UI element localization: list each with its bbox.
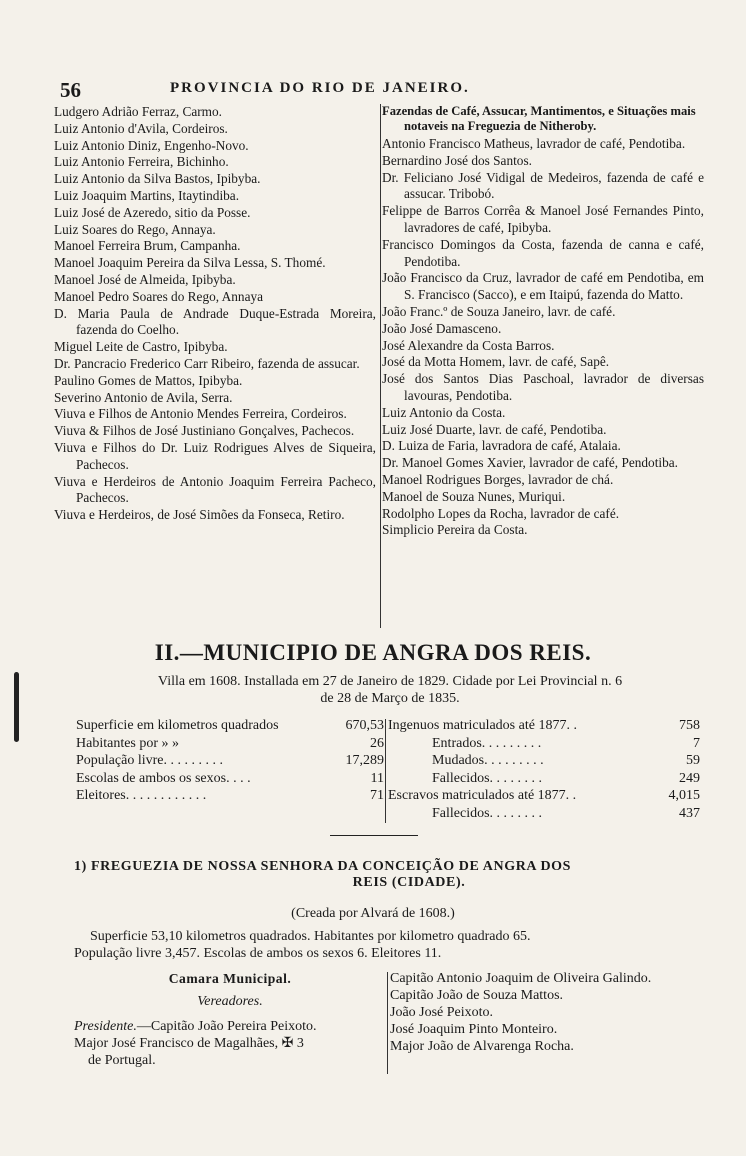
stat-label: Eleitores. . . . . . . . . . . . (76, 788, 207, 804)
stat-value: 26 (370, 735, 384, 751)
vereador: Capitão Antonio Joaquim de Oliveira Galindo. (390, 971, 652, 986)
right-column-entries (382, 136, 704, 539)
stat-label: População livre. . . . . . . . . (76, 753, 223, 769)
stat-row (388, 805, 700, 823)
stat-label: Escravos matriculados até 1877. . (388, 788, 577, 804)
ink-mark (14, 672, 19, 742)
list-item: Viuva e Herdeiros de Antonio Joaquim Ferreira Pacheco, Pachecos. (54, 473, 376, 506)
stat-value: 59 (686, 753, 700, 769)
stat-row (76, 717, 384, 735)
list-item: Viuva e Herdeiros, de José Simões da Fonseca, Retiro. (54, 507, 345, 523)
list-item: José Alexandre da Costa Barros. (382, 337, 555, 353)
stat-value: 437 (679, 805, 700, 821)
stat-label: Superficie em kilometros quadrados (76, 718, 279, 733)
major-line: de Portugal. (88, 1053, 156, 1068)
stat-value: 71 (370, 788, 384, 804)
camara-right (390, 970, 706, 1055)
list-item: D. Maria Paula de Andrade Duque-Estrada Moreira, fazenda do Coelho. (54, 305, 376, 338)
list-item: Francisco Domingos da Costa, fazenda de canna e café, Pendotiba. (382, 236, 704, 269)
camara-heading: Camara Municipal. (168, 971, 292, 986)
list-item: D. Luiza de Faria, lavradora de café, Atalaia. (382, 438, 621, 454)
list-item: Viuva e Filhos do Dr. Luiz Rodrigues Alves de Siqueira, Pachecos. (54, 439, 376, 472)
presidente-name: —Capitão João Pereira Peixoto. (136, 1019, 317, 1034)
page-number: 56 (60, 78, 81, 102)
stat-value: 17,289 (345, 753, 384, 769)
stat-value: 4,015 (668, 788, 700, 804)
stats-right (388, 717, 700, 823)
running-title: PROVINCIA DO RIO DE JANEIRO. (170, 80, 470, 96)
stat-value: 758 (679, 718, 700, 733)
list-item: Manoel José de Almeida, Ipibyba. (54, 271, 236, 287)
vereador: José Joaquim Pinto Monteiro. (390, 1022, 558, 1037)
stat-row (388, 735, 700, 753)
list-item: Luiz Antonio da Costa. (382, 404, 506, 420)
stat-value: 11 (370, 770, 384, 786)
list-item: Luiz Antonio d'Avila, Cordeiros. (54, 120, 228, 136)
list-item: Rodolpho Lopes da Rocha, lavrador de café. (382, 505, 620, 521)
list-item: João Francisco da Cruz, lavrador de café em Pendotiba, em S. Francisco (Sacco), e em Itaipú, fazenda do Matto. (382, 270, 704, 303)
vereador: Major João de Alvarenga Rocha. (390, 1039, 574, 1054)
superficie-line: População livre 3,457. Escolas de ambos os sexos 6. Eleitores 11. (74, 946, 442, 961)
camara-left (74, 970, 386, 1069)
list-item: Luiz Joaquim Martins, Itaytindiba. (54, 187, 240, 203)
list-item: Manoel de Souza Nunes, Muriqui. (382, 488, 566, 504)
villa-info (76, 673, 704, 707)
stat-value: 670,53 (345, 718, 384, 733)
parish-creada: (Creada por Alvará de 1608.) (291, 906, 455, 921)
stat-label: Mudados. . . . . . . . . (432, 753, 544, 769)
column-divider (380, 104, 381, 628)
parish-title (74, 859, 704, 891)
stat-row (388, 752, 700, 770)
list-item: Manoel Joaquim Pereira da Silva Lessa, S. Thomé. (54, 255, 326, 271)
parish-superficie (74, 928, 704, 962)
list-item: João Franc.º de Souza Janeiro, lavr. de café. (382, 303, 616, 319)
list-item: Bernardino José dos Santos. (382, 152, 532, 168)
stat-label: Entrados. . . . . . . . . (432, 735, 542, 751)
stat-row (76, 787, 384, 805)
stat-label: Fallecidos. . . . . . . . (432, 770, 543, 786)
list-item: Ludgero Adrião Ferraz, Carmo. (54, 104, 223, 119)
list-item: José dos Santos Dias Paschoal, lavrador de diversas lavouras, Pendotiba. (382, 371, 704, 403)
list-item: José da Motta Homem, lavr. de café, Sapê. (382, 354, 610, 370)
parish-title-line: 1) FREGUEZIA DE NOSSA SENHORA DA CONCEIÇÃO DE ANGRA DOS (74, 859, 572, 874)
list-item: Manoel Pedro Soares do Rego, Annaya (54, 288, 264, 304)
villa-line: Villa em 1608. Installada em 27 de Janeiro de 1829. Cidade por Lei Provincial n. 6 (157, 674, 623, 689)
right-column (382, 104, 704, 539)
list-item: Antonio Francisco Matheus, lavrador de café, Pendotiba. (382, 136, 686, 151)
list-item: Felippe de Barros Corrêa & Manoel José Fernandes Pinto, lavradores de café, Ipibyba. (382, 203, 704, 235)
list-item: Dr. Pancracio Frederico Carr Ribeiro, fazenda de assucar. (54, 355, 360, 371)
list-item: Dr. Manoel Gomes Xavier, lavrador de café, Pendotiba. (382, 455, 678, 471)
list-item: Luiz José de Azeredo, sitio da Posse. (54, 204, 251, 220)
page-header (60, 78, 700, 102)
list-item: Manoel Rodrigues Borges, lavrador de chá. (382, 471, 614, 487)
vereador: João José Peixoto. (390, 1005, 494, 1020)
stats-left (76, 717, 384, 805)
list-item: Simplicio Pereira da Costa. (382, 522, 528, 538)
stat-label: Ingenuos matriculados até 1877. . (388, 718, 577, 733)
stat-value: 249 (679, 770, 700, 786)
list-item: João José Damasceno. (382, 320, 502, 336)
stat-row (76, 735, 384, 753)
list-item: Paulino Gomes de Mattos, Ipibyba. (54, 372, 243, 388)
list-item: Luiz Antonio da Silva Bastos, Ipibyba. (54, 171, 261, 187)
camara-subheading: Vereadores. (197, 994, 263, 1009)
section-rule (330, 835, 418, 836)
stat-row (388, 717, 700, 735)
list-item: Dr. Feliciano José Vidigal de Medeiros, fazenda de café e assucar. Tribobó. (382, 169, 704, 202)
stat-value: 7 (693, 735, 700, 751)
stat-label: Fallecidos. . . . . . . . (432, 805, 543, 821)
superficie-line: Superficie 53,10 kilometros quadrados. Habitantes por kilometro quadrado 65. (90, 929, 531, 944)
stat-label: Escolas de ambos os sexos. . . . (76, 770, 251, 786)
stat-row (388, 787, 700, 805)
list-item: Viuva & Filhos de José Justiniano Gonçalves, Pachecos. (54, 423, 355, 439)
parish-title-line: REIS (CIDADE). (352, 875, 466, 890)
list-item: Luiz José Duarte, lavr. de café, Pendotiba. (382, 421, 607, 437)
right-column-heading: Fazendas de Café, Assucar, Mantimentos, e Situações mais notaveis na Freguezia de Nitheroby. (382, 104, 696, 133)
list-item: Manoel Ferreira Brum, Campanha. (54, 238, 241, 254)
camara-divider (387, 972, 388, 1074)
vereador: Capitão João de Souza Mattos. (390, 988, 564, 1003)
list-item: Viuva e Filhos de Antonio Mendes Ferreira, Cordeiros. (54, 406, 347, 422)
list-item: Luiz Antonio Ferreira, Bichinho. (54, 154, 229, 170)
major-line: Major José Francisco de Magalhães, ✠ 3 (74, 1036, 304, 1051)
villa-line: de 28 de Março de 1835. (320, 691, 460, 706)
presidente-label: Presidente. (74, 1019, 137, 1034)
list-item: Severino Antonio de Avila, Serra. (54, 389, 233, 405)
stat-row (76, 770, 384, 788)
stat-row (388, 770, 700, 788)
left-column (54, 104, 376, 524)
stat-label: Habitantes por » » (76, 735, 180, 751)
section-title: II.—MUNICIPIO DE ANGRA DOS REIS. (154, 640, 592, 665)
list-item: Luiz Soares do Rego, Annaya. (54, 221, 216, 237)
list-item: Luiz Antonio Diniz, Engenho-Novo. (54, 137, 249, 153)
presidente-line (74, 1018, 386, 1035)
stat-row (76, 752, 384, 770)
list-item: Miguel Leite de Castro, Ipibyba. (54, 339, 228, 355)
stats-divider (385, 719, 386, 823)
